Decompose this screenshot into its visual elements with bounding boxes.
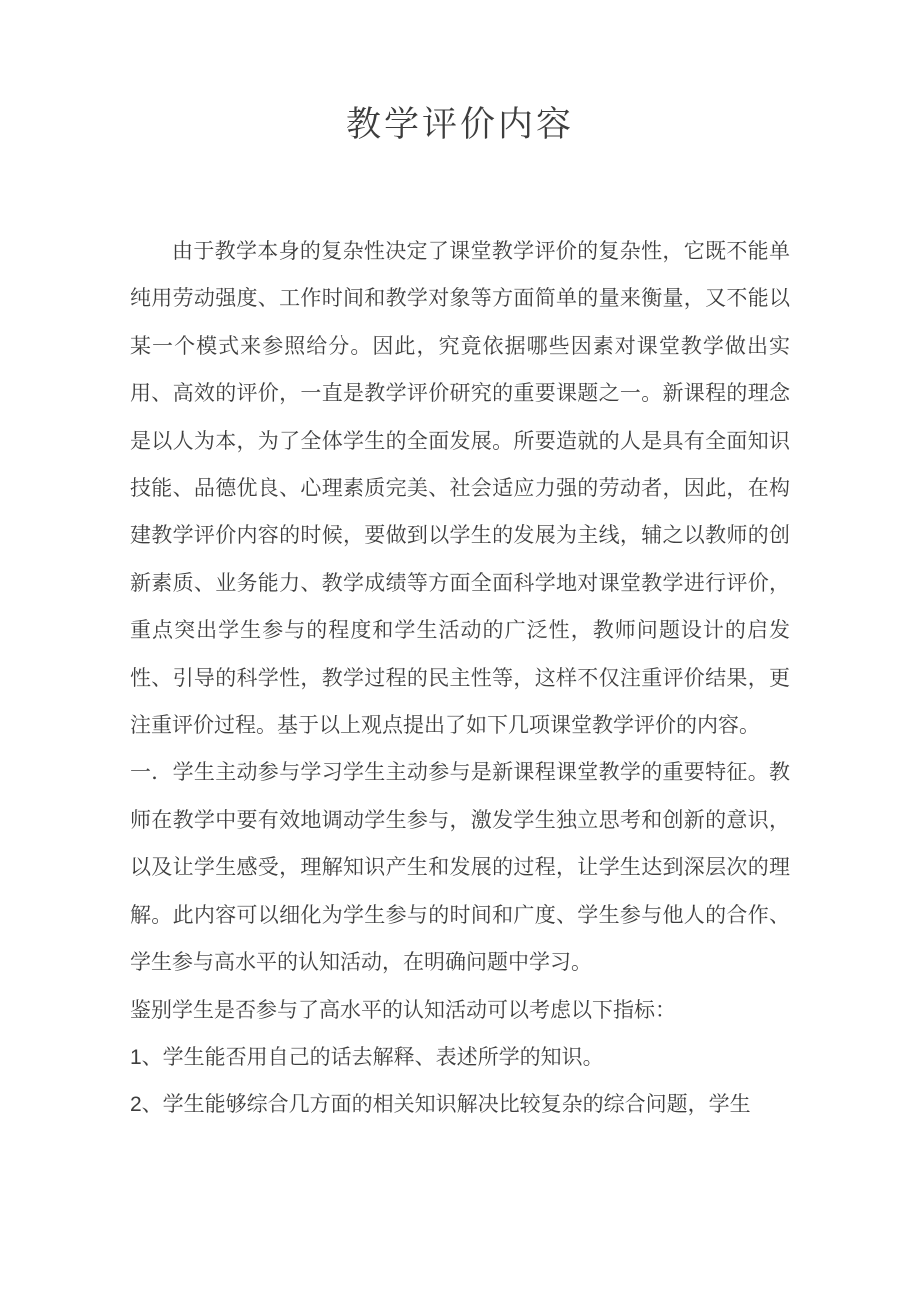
paragraph-intro: 由于教学本身的复杂性决定了课堂教学评价的复杂性，它既不能单纯用劳动强度、工作时间和教学对象等方面简单的量来衡量，又不能以某一个模式来参照给分。因此，究竟依据哪些因素对课堂教学做出实用、高效的评价，一直是教学评价研究的重要课题之一。新课程的理念是以人为本，为了全体学生的全面发展。所要造就的人是具有全面知识技能、品德优良、心理素质完美、社会适应力强的劳动者，因此，在构建教学评价内容的时候，要做到以学生的发展为主线，辅之以教师的创新素质、业务能力、教学成绩等方面全面科学地对课堂教学进行评价，重点突出学生参与的程度和学生活动的广泛性，教师问题设计的启发性、引导的科学性，教学过程的民主性等，这样不仅注重评价结果，更注重评价过程。基于以上观点提出了如下几项课堂教学评价的内容。: [130, 240, 790, 738]
paragraph-indicators-lead: 鉴别学生是否参与了高水平的认知活动可以考虑以下指标：: [130, 998, 676, 1022]
page-title: 教学评价内容: [345, 105, 574, 144]
list-item-1: 1、学生能否用自己的话去解释、表述所学的知识。: [130, 1045, 604, 1069]
list-item-2: 2、学生能够综合几方面的相关知识解决比较复杂的综合问题，学生: [130, 1093, 751, 1117]
document-body: [130, 228, 790, 1129]
paragraph-section-1: 一．学生主动参与学习学生主动参与是新课程课堂教学的重要特征。教师在教学中要有效地调动学生参与，激发学生独立思考和创新的意识，以及让学生感受，理解知识产生和发展的过程，让学生达到深层次的理解。此内容可以细化为学生参与的时间和广度、学生参与他人的合作、学生参与高水平的认知活动，在明确问题中学习。: [130, 761, 790, 975]
